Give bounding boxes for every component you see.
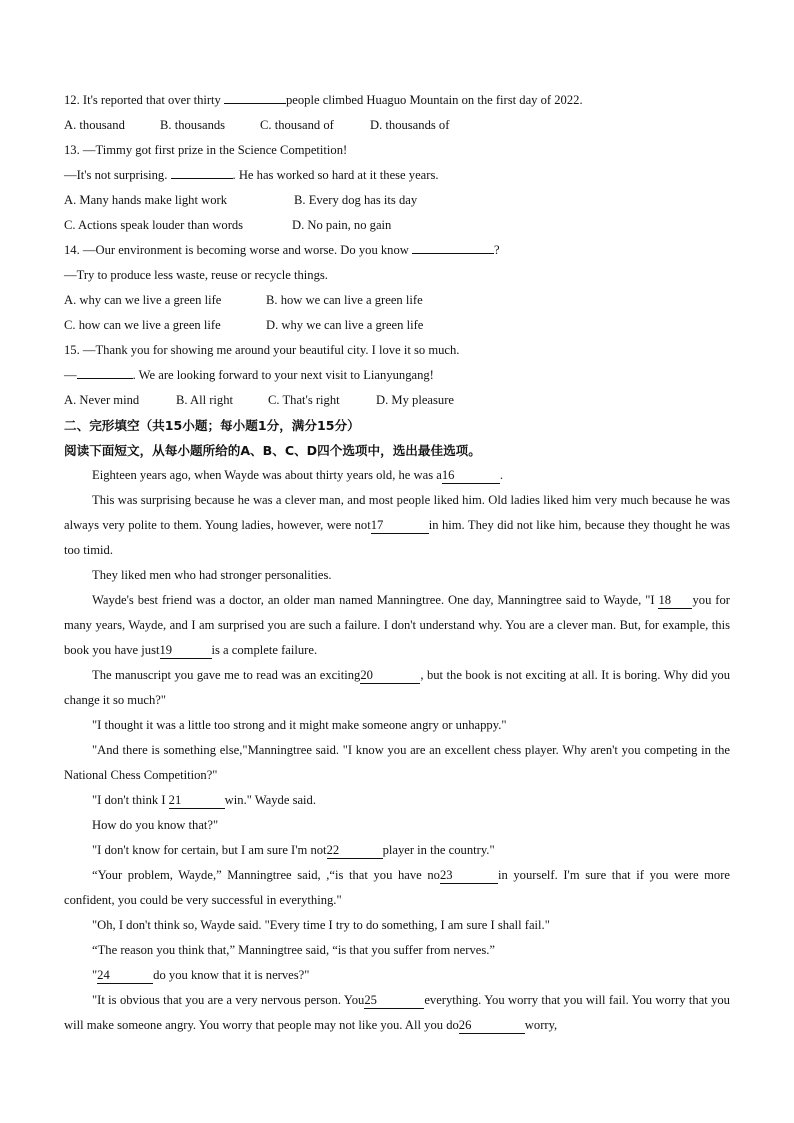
question-15-options — [64, 388, 730, 413]
section-instruction: 阅读下面短文，从每小题所给的A、B、C、D四个选项中，选出最佳选项。 — [64, 443, 481, 458]
cloze-blank-26: 26 — [459, 1018, 525, 1034]
question-14-options-row2 — [64, 313, 730, 338]
passage-paragraph: "And there is something else,"Manningtree said. "I know you are an excellent chess player. Why aren't you competing in the National Chess Competition?" — [64, 743, 730, 782]
passage-paragraph: “Your problem, Wayde,” Manningtree said, ,“is that you have no23 in yourself. I'm sure that if you were more confident, you could be very successful in everything." — [64, 868, 731, 907]
passage-paragraph: Eighteen years ago, when Wayde was about thirty years old, he was a16 . — [92, 468, 504, 482]
option-a: A. Never mind — [64, 393, 140, 407]
exam-page — [64, 88, 730, 1038]
cloze-blank-18: 18 — [658, 593, 692, 609]
option-b: B. thousands — [160, 118, 226, 132]
passage-paragraph: How do you know that?" — [92, 818, 219, 832]
cloze-blank-23: 23 — [440, 868, 498, 884]
answer-blank — [171, 178, 233, 179]
question-13-reply: —It's not surprising. . He has worked so hard at it these years. — [64, 168, 439, 182]
passage-paragraph: They liked men who had stronger personalities. — [92, 568, 332, 582]
cloze-blank-22: 22 — [327, 843, 383, 859]
cloze-blank-21: 21 — [169, 793, 225, 809]
question-12-stem: 12. It's reported that over thirty people climbed Huaguo Mountain on the first day of 2022. — [64, 93, 583, 107]
option-b: B. how we can live a green life — [266, 293, 423, 307]
answer-blank — [412, 253, 494, 254]
passage-paragraph: The manuscript you gave me to read was an exciting20 , but the book is not exciting at all. It is boring. Why did you change it so much?" — [64, 668, 730, 707]
question-15-stem: 15. —Thank you for showing me around your beautiful city. I love it so much. — [64, 343, 460, 357]
passage-paragraph: Wayde's best friend was a doctor, an older man named Manningtree. One day, Manningtree said to Wayde, "I 18 you for many years, Wayde, and I am surprised you are such a failure. I don't understand why. You are a clever man. But, for example, this book you have just19 is a complete failure. — [64, 593, 730, 657]
cloze-blank-17: 17 — [371, 518, 429, 534]
option-b: B. All right — [176, 393, 234, 407]
question-14-options-row1 — [64, 288, 730, 313]
option-b: B. Every dog has its day — [294, 193, 418, 207]
section-heading: 二、完形填空（共15小题；每小题1分，满分15分） — [64, 418, 360, 433]
option-a: A. thousand — [64, 118, 125, 132]
passage-paragraph: "24 do you know that it is nerves?" — [92, 968, 310, 982]
answer-blank — [77, 378, 133, 379]
passage-paragraph: "I thought it was a little too strong and it might make someone angry or unhappy." — [92, 718, 507, 732]
option-a: A. why can we live a green life — [64, 293, 222, 307]
passage-paragraph: "It is obvious that you are a very nervous person. You25 everything. You worry that you will fail. You worry that you will make someone angry. You worry that people may not like you. All you do26 worry, — [64, 993, 730, 1032]
question-14-reply: —Try to produce less waste, reuse or recycle things. — [64, 268, 328, 282]
cloze-blank-16: 16 — [442, 468, 500, 484]
cloze-blank-19: 19 — [160, 643, 212, 659]
option-d: D. No pain, no gain — [292, 218, 392, 232]
passage-paragraph: "I don't know for certain, but I am sure I'm not22 player in the country." — [92, 843, 495, 857]
option-c: C. Actions speak louder than words — [64, 218, 244, 232]
question-13-options-row1 — [64, 188, 730, 213]
question-14-stem: 14. —Our environment is becoming worse and worse. Do you know ? — [64, 243, 500, 257]
option-c: C. how can we live a green life — [64, 318, 221, 332]
option-c: C. That's right — [268, 393, 340, 407]
question-13-options-row2 — [64, 213, 730, 238]
passage-paragraph: "Oh, I don't think so, Wayde said. "Every time I try to do something, I am sure I shall fail." — [92, 918, 550, 932]
option-c: C. thousand of — [260, 118, 334, 132]
passage-paragraph: "I don't think I 21 win." Wayde said. — [92, 793, 317, 807]
question-15-reply: — . We are looking forward to your next visit to Lianyungang! — [64, 368, 434, 382]
option-a: A. Many hands make light work — [64, 193, 227, 207]
answer-blank — [224, 103, 286, 104]
cloze-blank-20: 20 — [360, 668, 420, 684]
option-d: D. why we can live a green life — [266, 318, 424, 332]
cloze-blank-25: 25 — [364, 993, 424, 1009]
option-d: D. My pleasure — [376, 393, 454, 407]
question-13-stem: 13. —Timmy got first prize in the Science Competition! — [64, 143, 348, 157]
cloze-blank-24: 24 — [97, 968, 153, 984]
question-12-options — [64, 113, 730, 138]
option-d: D. thousands of — [370, 118, 450, 132]
passage-paragraph: “The reason you think that,” Manningtree said, “is that you suffer from nerves.” — [92, 943, 495, 957]
passage-paragraph: This was surprising because he was a clever man, and most people liked him. Old ladies liked him very much because he was always very polite to them. Young ladies, however, were not17 in him. They did not like him, because they thought he was too timid. — [64, 493, 730, 557]
